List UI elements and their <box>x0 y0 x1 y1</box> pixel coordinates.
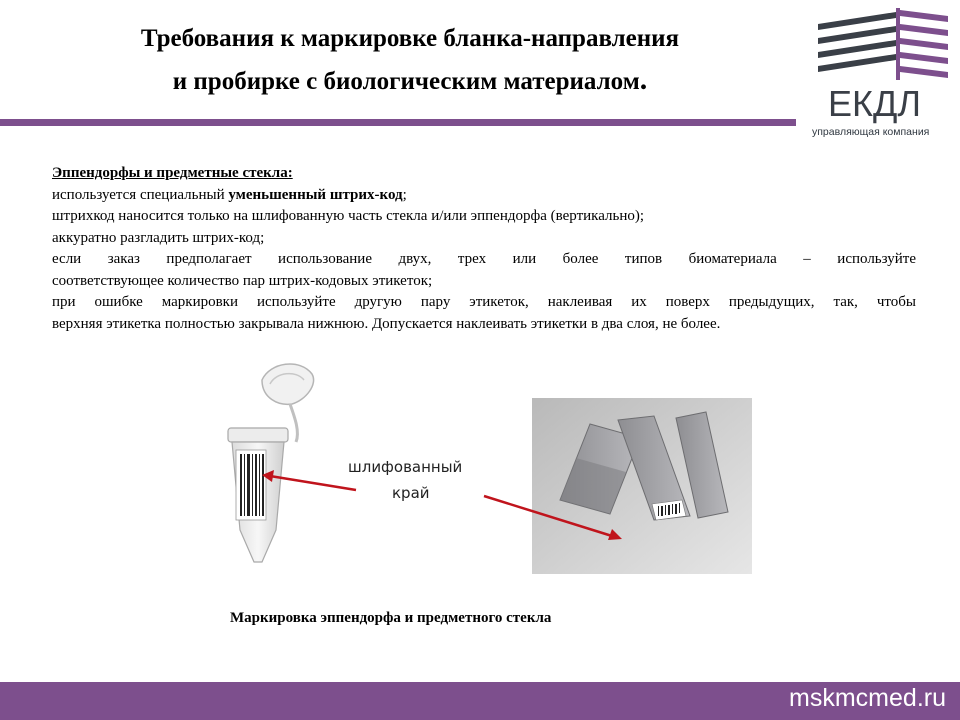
ground-edge-label-line1: шлифованный <box>348 458 463 476</box>
title-line-2: и пробирке с биологическим материалом. <box>172 63 648 96</box>
list-item: если заказ предполагает использование двух, трех или более типов биоматериала – используйте <box>52 251 916 267</box>
list-item-continuation: соответствующее количество пар штрих-кодовых этикеток; <box>52 272 433 289</box>
list-item: штрихкод наносится только на шлифованную часть стекла и/или эппендорфа (вертикально); <box>52 208 645 224</box>
slide-title <box>40 18 780 102</box>
title-line-1: Требования к маркировке бланка-направления <box>140 25 680 52</box>
company-logo <box>808 4 956 144</box>
section-heading: Эппендорфы и предметные стекла: <box>52 165 293 181</box>
eppendorf-tube-image <box>228 364 314 562</box>
footer-site-link[interactable]: mskmcmed.ru <box>789 684 946 712</box>
ground-edge-label-line2: край <box>392 484 430 502</box>
logo-graphic-icon <box>808 4 956 144</box>
list-item-continuation: верхняя этикетка полностью закрывала нижнюю. Допускается наклеивать этикетки в два слоя, не более. <box>52 315 721 332</box>
glass-slides-image <box>532 398 752 574</box>
logo-subtitle: управляющая компания <box>812 126 930 138</box>
logo-wordmark: ЕКДЛ <box>828 83 921 124</box>
list-item: аккуратно разгладить штрих-код; <box>52 229 265 246</box>
footer-bar <box>0 682 960 720</box>
list-item: при ошибке маркировки используйте другую пару этикеток, наклеивая их поверх предыдущих, так, чтобы <box>52 294 916 310</box>
figure-area <box>0 340 960 620</box>
requirements-list <box>52 163 916 335</box>
list-item: используется специальный уменьшенный штрих-код; <box>52 186 407 203</box>
title-underline-bar <box>0 119 796 126</box>
figure-caption: Маркировка эппендорфа и предметного стекла <box>230 610 552 626</box>
